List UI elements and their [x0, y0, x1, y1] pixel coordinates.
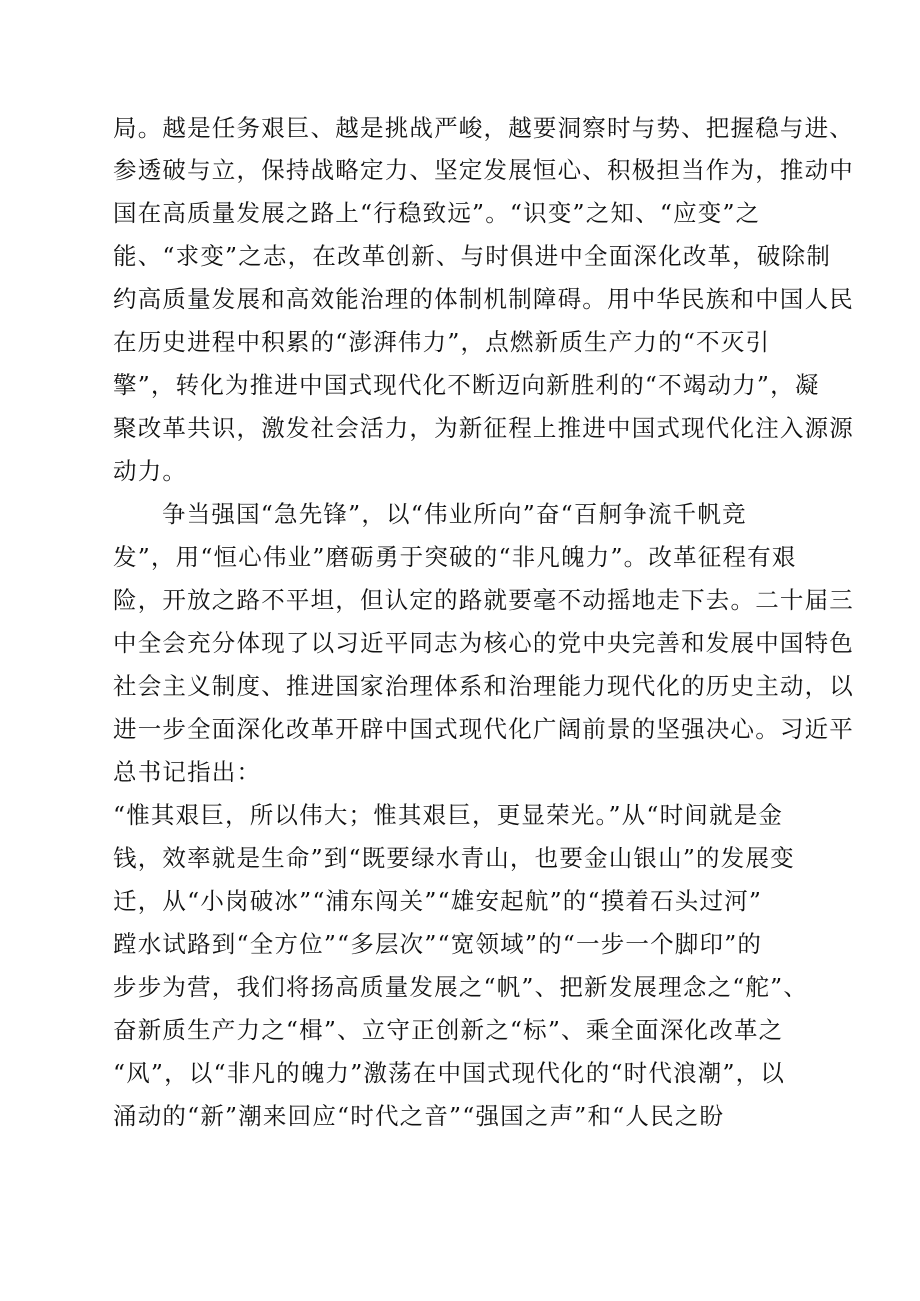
text-line: 参透破与立，保持战略定力、坚定发展恒心、积极担当作为，推动中 [113, 156, 854, 184]
text-line: 中全会充分体现了以习近平同志为核心的党中央完善和发展中国特色 [113, 629, 854, 657]
text-line: 险，开放之路不平坦，但认定的路就要毫不动摇地走下去。二十届三 [113, 586, 854, 614]
text-line: 聚改革共识，激发社会活力，为新征程上推进中国式现代化注入源源 [113, 414, 854, 442]
text-line: 发”，用“恒心伟业”磨砺勇于突破的“非凡魄力”。改革征程有艰 [113, 543, 797, 571]
text-line: 擎”，转化为推进中国式现代化不断迈向新胜利的“不竭动力”，凝 [113, 371, 820, 399]
text-line: “风”，以“非凡的魄力”激荡在中国式现代化的“时代浪潮”，以 [113, 1059, 786, 1087]
text-line: “惟其艰巨，所以伟大；惟其艰巨，更显荣光。”从“时间就是金 [113, 801, 784, 829]
text-line: 钱，效率就是生命”到“既要绿水青山，也要金山银山”的发展变 [113, 844, 795, 872]
text-line: 迁，从“小岗破冰”“浦东闯关”“雄安起航”的“摸着石头过河” [113, 887, 763, 915]
text-line: 蹚水试路到“全方位”“多层次”“宽领域”的“一步一个脚印”的 [113, 930, 763, 958]
text-line: 奋新质生产力之“楫”、立守正创新之“标”、乘全面深化改革之 [113, 1016, 784, 1044]
text-line: 涌动的“新”潮来回应“时代之音”“强国之声”和“人民之盼 [113, 1102, 725, 1130]
text-line: 总书记指出： [113, 758, 262, 786]
text-line: 步步为营，我们将扬高质量发展之“帆”、把新发展理念之“舵”、 [113, 973, 809, 1001]
text-line: 动力。 [113, 457, 188, 485]
text-line: 约高质量发展和高效能治理的体制机制障碍。用中华民族和中国人民 [113, 285, 854, 313]
text-line: 社会主义制度、推进国家治理体系和治理能力现代化的历史主动，以 [113, 672, 854, 700]
text-line: 争当强国“急先锋”，以“伟业所向”奋“百舸争流千帆竞 [162, 500, 747, 528]
text-line: 进一步全面深化改革开辟中国式现代化广阔前景的坚强决心。习近平 [113, 715, 854, 743]
text-line: 在历史进程中积累的“澎湃伟力”，点燃新质生产力的“不灭引 [113, 328, 771, 356]
text-line: 局。越是任务艰巨、越是挑战严峻，越要洞察时与势、把握稳与进、 [113, 114, 854, 142]
text-line: 能、“求变”之志，在改革创新、与时俱进中全面深化改革，破除制 [113, 242, 832, 270]
text-line: 国在高质量发展之路上“行稳致远”。“识变”之知、“应变”之 [113, 199, 761, 227]
